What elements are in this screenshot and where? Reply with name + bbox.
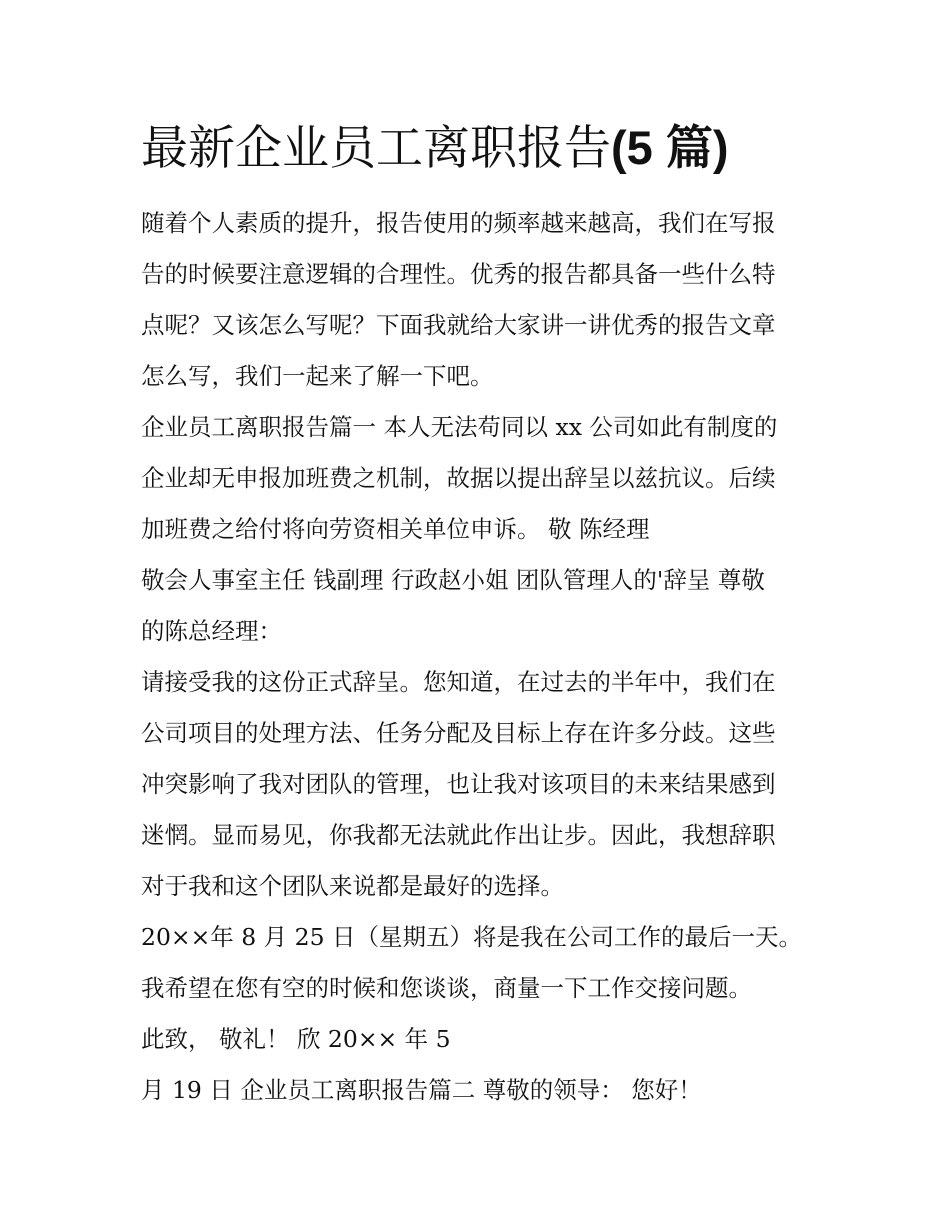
body-line: 我希望在您有空的时候和您谈谈，商量一下工作交接问题。 — [141, 974, 752, 1002]
body-line: 请接受我的这份正式辞呈。您知道，在过去的半年中，我们在 — [141, 668, 776, 696]
body-line: 月 19 日 企业员工离职报告篇二 尊敬的领导： 您好！ — [141, 1076, 702, 1104]
body-line: 冲突影响了我对团队的管理，也让我对该项目的未来结果感到 — [141, 770, 776, 798]
body-line: 企业却无申报加班费之机制，故据以提出辞呈以兹抗议。后续 — [141, 464, 776, 492]
body-line: 公司项目的处理方法、任务分配及目标上存在许多分歧。这些 — [141, 719, 776, 747]
body-line: 迷惘。显而易见，你我都无法就此作出让步。因此，我想辞职 — [141, 821, 776, 849]
document-page — [141, 118, 821, 1116]
body-line: 怎么写，我们一起来了解一下吧。 — [141, 362, 494, 390]
body-line: 点呢？又该怎么写呢？下面我就给大家讲一讲优秀的报告文章 — [141, 311, 776, 339]
body-line: 20××年 8 月 25 日（星期五）将是我在公司工作的最后一天。 — [141, 923, 803, 951]
body-line: 加班费之给付将向劳资相关单位申诉。 敬 陈经理 — [141, 515, 650, 543]
document-title — [141, 118, 821, 178]
body-line: 企业员工离职报告篇一 本人无法苟同以 xx 公司如此有制度的 — [141, 413, 778, 441]
document-title-main: 最新企业员工离职报告 — [141, 121, 611, 176]
body-line: 此致， 敬礼！ 欣 20×× 年 5 — [141, 1025, 451, 1053]
body-line: 的陈总经理： — [141, 617, 282, 645]
document-body — [141, 198, 821, 1116]
document-title-count: (5 篇) — [611, 121, 729, 174]
body-line: 敬会人事室主任 钱副理 行政赵小姐 团队管理人的'辞呈 尊敬 — [141, 566, 765, 594]
body-line: 对于我和这个团队来说都是最好的选择。 — [141, 872, 564, 900]
body-line: 随着个人素质的提升，报告使用的频率越来越高，我们在写报 — [141, 209, 776, 237]
body-line: 告的时候要注意逻辑的合理性。优秀的报告都具备一些什么特 — [141, 260, 776, 288]
